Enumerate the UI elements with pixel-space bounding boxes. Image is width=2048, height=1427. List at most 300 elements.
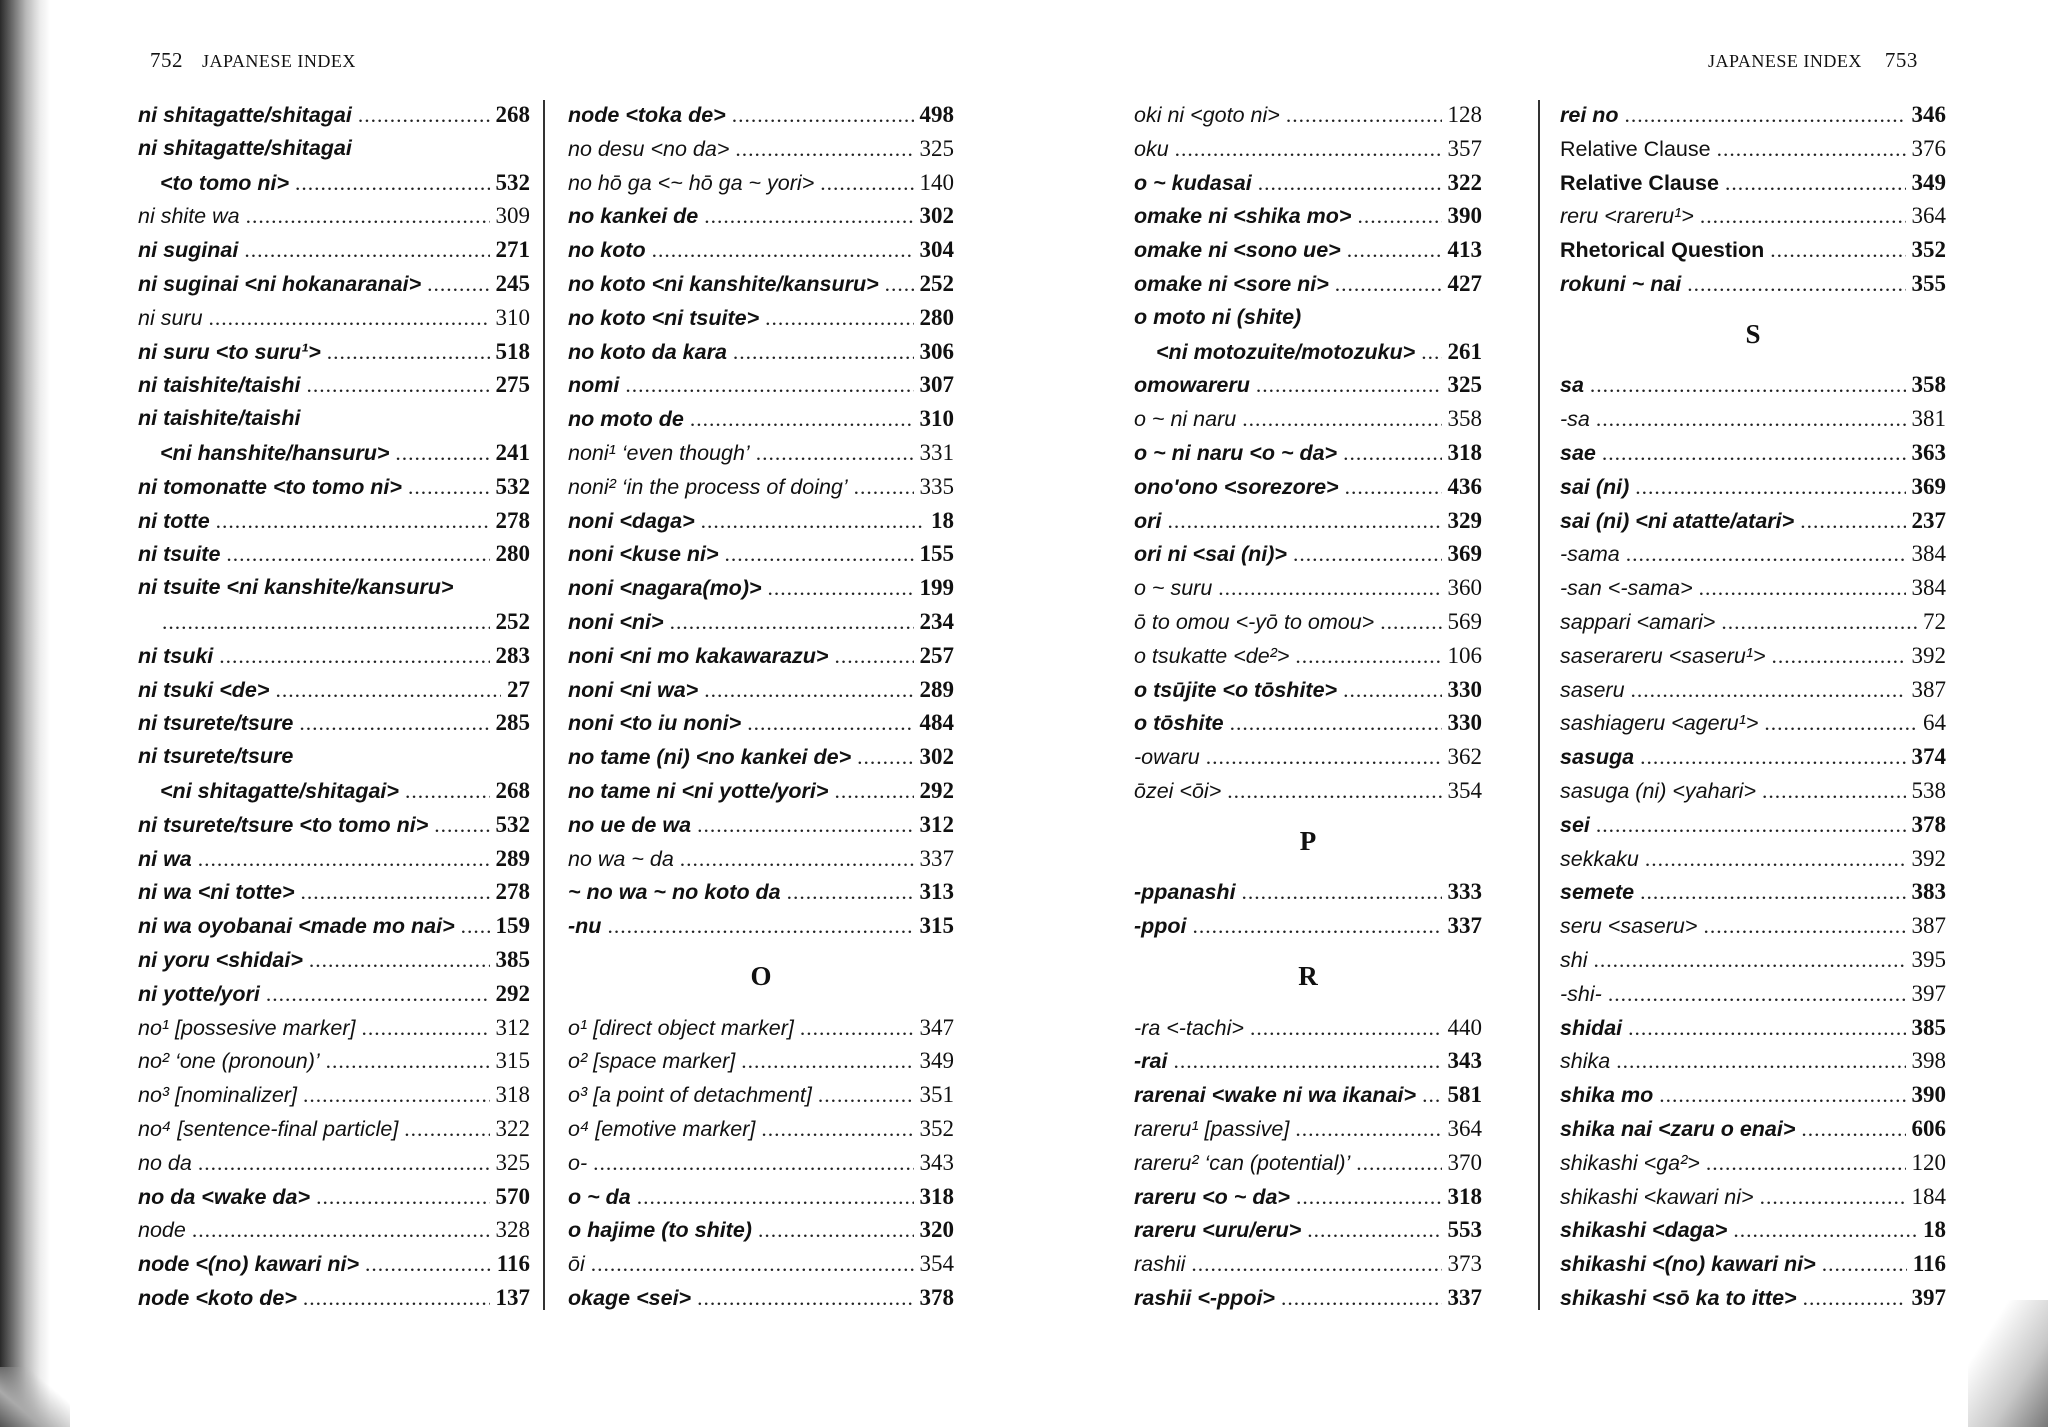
dot-leader — [1733, 1214, 1917, 1248]
index-term: node <(no) kawari ni> — [138, 1252, 360, 1277]
page-reference: 199 — [919, 575, 954, 601]
index-entry — [1560, 943, 1946, 977]
page-reference: 237 — [1911, 507, 1946, 533]
dot-leader — [1356, 1147, 1441, 1181]
index-term: rokuni ~ nai — [1560, 271, 1682, 296]
index-entry — [1134, 132, 1482, 166]
index-entry — [138, 1180, 530, 1214]
index-entry — [138, 774, 530, 808]
index-term: o ~ suru — [1134, 576, 1213, 601]
dot-leader — [219, 640, 489, 674]
dot-leader — [1659, 1079, 1905, 1113]
dot-leader — [637, 1181, 914, 1215]
page-reference: 373 — [1447, 1251, 1482, 1277]
page-reference: 378 — [919, 1284, 954, 1310]
index-entry — [568, 470, 954, 504]
index-term: shika nai <zaru o enai> — [1560, 1116, 1796, 1141]
page-reference: 283 — [495, 642, 530, 668]
column-divider-left — [543, 100, 545, 1310]
index-term: no¹ [possesive marker] — [138, 1015, 356, 1040]
dot-leader — [461, 910, 490, 944]
dot-leader — [1295, 1113, 1441, 1147]
page-reference: 413 — [1447, 237, 1482, 263]
index-term: no desu <no da> — [568, 136, 730, 161]
index-entry — [1134, 436, 1482, 470]
dot-leader — [591, 1248, 914, 1282]
page-reference: 383 — [1911, 879, 1946, 905]
page-reference: 280 — [919, 304, 954, 330]
dot-leader — [198, 843, 490, 877]
page-reference: 440 — [1447, 1014, 1482, 1040]
page-reference: 385 — [1911, 1014, 1946, 1040]
dot-leader — [725, 538, 914, 572]
index-entry — [568, 571, 954, 605]
index-term: <to tomo ni> — [160, 170, 289, 195]
index-entry — [568, 808, 954, 842]
index-entry — [138, 470, 530, 504]
index-entry — [1560, 1044, 1946, 1078]
index-term: omowareru — [1134, 373, 1250, 398]
index-entry — [1560, 909, 1946, 943]
index-term: -nu — [568, 914, 602, 939]
page-reference: 268 — [495, 777, 530, 803]
index-entry — [138, 537, 530, 571]
dot-leader — [395, 437, 489, 471]
dot-leader — [1250, 1012, 1442, 1046]
dot-leader — [625, 369, 913, 403]
index-entry — [1560, 605, 1946, 639]
index-entry — [1560, 504, 1946, 538]
index-entry — [1560, 436, 1946, 470]
dot-leader — [1725, 167, 1906, 201]
index-entry — [568, 1044, 954, 1078]
page-reference: 328 — [495, 1217, 530, 1243]
page-reference: 370 — [1447, 1149, 1482, 1175]
page-reference: 306 — [919, 338, 954, 364]
page-reference: 335 — [919, 473, 954, 499]
index-term: -owaru — [1134, 745, 1200, 770]
index-term: noni <ni> — [568, 609, 664, 634]
right-running-title: JAPANESE INDEX — [1708, 51, 1862, 71]
page-reference: 312 — [495, 1014, 530, 1040]
index-term: -shi- — [1560, 981, 1602, 1006]
dot-leader — [735, 133, 913, 167]
page-reference: 357 — [1447, 135, 1482, 161]
index-term: o ~ ni naru — [1134, 407, 1237, 432]
index-entry — [568, 267, 954, 301]
index-term: noni¹ ‘even though’ — [568, 440, 750, 465]
index-entry — [568, 1281, 954, 1315]
page-reference: 241 — [495, 439, 530, 465]
index-term: shi — [1560, 947, 1588, 972]
index-term: sae — [1560, 440, 1596, 465]
index-entry — [1134, 470, 1482, 504]
right-running-head — [1708, 48, 1918, 73]
dot-leader — [1347, 234, 1442, 268]
index-entry — [1134, 1281, 1482, 1315]
dot-leader — [1706, 1147, 1906, 1181]
index-entry — [1560, 199, 1946, 233]
index-term: ni yoru <shidai> — [138, 947, 303, 972]
page-reference: 384 — [1911, 575, 1946, 601]
index-term: ori — [1134, 508, 1162, 533]
right-page-number: 753 — [1884, 48, 1918, 72]
index-entry — [1134, 335, 1482, 369]
index-column-4 — [1560, 98, 1946, 1315]
index-term: omake ni <sore ni> — [1134, 271, 1329, 296]
index-term: no³ [nominalizer] — [138, 1083, 297, 1108]
index-entry — [1134, 1146, 1482, 1180]
index-term: sasuga (ni) <yahari> — [1560, 778, 1756, 803]
index-term: no da — [138, 1150, 192, 1175]
dot-leader — [690, 403, 914, 437]
index-entry — [568, 1078, 954, 1112]
dot-leader — [768, 572, 914, 606]
dot-leader — [244, 234, 489, 268]
dot-leader — [680, 843, 914, 877]
dot-leader — [1380, 606, 1441, 640]
index-term: rarenai <wake ni wa ikanai> — [1134, 1083, 1417, 1108]
index-term: ni tsurete/tsure <to tomo ni> — [138, 812, 429, 837]
dot-leader — [198, 1147, 490, 1181]
dot-leader — [192, 1214, 490, 1248]
index-term: o³ [a point of detachment] — [568, 1083, 812, 1108]
index-entry — [138, 504, 530, 538]
index-term: sappari <amari> — [1560, 609, 1716, 634]
index-entry — [1560, 1078, 1946, 1112]
dot-leader — [1703, 910, 1905, 944]
index-term: ni wa oyobanai <made mo nai> — [138, 914, 455, 939]
index-entry — [568, 673, 954, 707]
dot-leader — [1343, 437, 1441, 471]
index-entry — [568, 706, 954, 740]
page-reference: 347 — [919, 1014, 954, 1040]
page-reference: 318 — [1447, 1183, 1482, 1209]
index-term: ni yotte/yori — [138, 981, 260, 1006]
page-reference: 532 — [495, 473, 530, 499]
dot-leader — [1593, 944, 1905, 978]
page-reference: 261 — [1447, 338, 1482, 364]
index-term: node — [138, 1218, 186, 1243]
page-reference: 352 — [919, 1115, 954, 1141]
page-reference: 498 — [919, 102, 954, 127]
dot-leader — [704, 200, 913, 234]
section-letter-heading: P — [1299, 825, 1317, 856]
index-term: omake ni <sono ue> — [1134, 238, 1341, 263]
index-term: o hajime (to shite) — [568, 1218, 752, 1243]
index-entry — [1560, 537, 1946, 571]
index-entry — [1134, 639, 1482, 673]
dot-leader — [209, 302, 490, 336]
page-reference: 570 — [495, 1183, 530, 1209]
index-entry — [568, 605, 954, 639]
index-term: ni tsuki <de> — [138, 677, 270, 702]
index-column-3 — [1134, 98, 1482, 1315]
index-entry — [1560, 1247, 1946, 1281]
page-reference: 436 — [1447, 473, 1482, 499]
index-entry — [138, 335, 530, 369]
index-entry — [1560, 267, 1946, 301]
book-spine-shadow — [0, 0, 50, 1427]
index-term: ni tsuite — [138, 542, 221, 567]
index-term: o tsukatte <de²> — [1134, 643, 1290, 668]
dot-leader — [1193, 910, 1442, 944]
dot-leader — [1762, 775, 1906, 809]
index-term: rareru <uru/eru> — [1134, 1218, 1302, 1243]
dot-leader — [306, 369, 489, 403]
dot-leader — [820, 167, 913, 201]
dot-leader — [1687, 268, 1905, 302]
index-term: sekkaku — [1560, 846, 1639, 871]
index-term: ori ni <sai (ni)> — [1134, 542, 1287, 567]
index-entry — [138, 1146, 530, 1180]
index-entry — [1134, 1044, 1482, 1078]
index-term: ni shitagatte/shitagai — [138, 103, 352, 127]
index-term: ni taishite/taishi — [138, 406, 301, 431]
index-term: sai (ni) — [1560, 474, 1630, 499]
dot-leader — [1281, 1282, 1442, 1316]
index-entry — [138, 368, 530, 402]
index-entry — [1560, 774, 1946, 808]
page-reference: 307 — [919, 372, 954, 398]
index-entry — [1134, 368, 1482, 402]
page-reference: 343 — [1447, 1048, 1482, 1074]
index-term: ō to omou <-yō to omou> — [1134, 609, 1375, 634]
page-reference: 355 — [1911, 270, 1946, 296]
index-entry — [1134, 1078, 1482, 1112]
page-reference: 278 — [495, 507, 530, 533]
page-reference: 252 — [495, 608, 530, 634]
index-term: ni wa — [138, 846, 192, 871]
index-entry — [1560, 571, 1946, 605]
index-term: sai (ni) <ni atatte/atari> — [1560, 508, 1795, 533]
dot-leader — [756, 437, 914, 471]
index-term: rashii <-ppoi> — [1134, 1285, 1275, 1310]
index-term: shidai — [1560, 1015, 1623, 1040]
dot-leader — [1803, 1282, 1906, 1316]
index-term: -ppoi — [1134, 914, 1187, 939]
index-entry — [1560, 740, 1946, 774]
page-reference: 363 — [1911, 439, 1946, 465]
index-entry — [568, 504, 954, 538]
page-reference: 384 — [1911, 541, 1946, 567]
index-entry — [138, 605, 530, 639]
page-reference: 337 — [1447, 1284, 1482, 1310]
page-reference: 330 — [1447, 710, 1482, 736]
left-running-head — [150, 48, 356, 73]
dot-leader — [732, 99, 914, 133]
dot-leader — [226, 538, 489, 572]
index-entry — [1134, 1180, 1482, 1214]
dot-leader — [733, 336, 914, 370]
index-entry — [568, 875, 954, 909]
page-reference: 302 — [919, 203, 954, 229]
dot-leader — [697, 809, 913, 843]
dot-leader — [404, 1113, 489, 1147]
index-term: ni shitagatte/shitagai — [138, 135, 352, 160]
index-term: rashii — [1134, 1252, 1186, 1277]
index-entry — [1560, 842, 1946, 876]
page-reference: 360 — [1447, 575, 1482, 601]
page-reference: 427 — [1447, 270, 1482, 296]
page-reference: 346 — [1911, 102, 1946, 127]
dot-leader — [162, 606, 490, 640]
page-reference: 395 — [1911, 946, 1946, 972]
dot-leader — [1822, 1248, 1907, 1282]
index-entry — [568, 1011, 954, 1045]
page-reference: 387 — [1911, 676, 1946, 702]
index-term: ni tsurete/tsure — [138, 711, 294, 736]
page-reference: 184 — [1911, 1183, 1946, 1209]
index-entry — [1134, 199, 1482, 233]
index-term: -rai — [1134, 1049, 1168, 1074]
index-entry — [138, 1213, 530, 1247]
index-term: ni taishite/taishi — [138, 373, 301, 398]
index-entry — [138, 1078, 530, 1112]
page-reference: 268 — [495, 102, 530, 127]
index-entry — [1560, 1146, 1946, 1180]
index-term: Relative Clause — [1560, 170, 1719, 195]
page-reference: 352 — [1911, 237, 1946, 263]
dot-leader — [316, 1181, 489, 1215]
index-entry — [568, 909, 954, 943]
page-reference: 606 — [1911, 1115, 1946, 1141]
dot-leader — [1191, 1248, 1441, 1282]
dot-leader — [758, 1214, 914, 1248]
page-reference: 362 — [1447, 744, 1482, 770]
page-reference: 245 — [495, 270, 530, 296]
index-entry — [1560, 368, 1946, 402]
index-term: reru <rareru¹> — [1560, 204, 1694, 229]
page-reference: 72 — [1923, 608, 1946, 634]
page-reference: 320 — [919, 1217, 954, 1243]
dot-leader — [1175, 133, 1442, 167]
dot-leader — [1307, 1214, 1441, 1248]
page-reference: 302 — [919, 744, 954, 770]
page-reference: 325 — [495, 1149, 530, 1175]
page-reference: 329 — [1447, 507, 1482, 533]
page-reference: 278 — [495, 879, 530, 905]
page-reference: 252 — [919, 270, 954, 296]
page-reference: 318 — [1447, 439, 1482, 465]
dot-leader — [303, 1282, 490, 1316]
page-reference: 553 — [1447, 1217, 1482, 1243]
index-entry — [138, 166, 530, 200]
index-entry — [1134, 1011, 1482, 1045]
dot-leader — [701, 505, 925, 539]
page-reference: 116 — [496, 1251, 530, 1277]
index-term: no hō ga <~ hō ga ~ yori> — [568, 170, 815, 195]
page-reference: 331 — [919, 439, 954, 465]
page-reference: 106 — [1447, 642, 1482, 668]
dot-leader — [1596, 403, 1906, 437]
dot-leader — [365, 1248, 491, 1282]
dot-leader — [593, 1147, 913, 1181]
index-entry — [568, 537, 954, 571]
index-entry — [138, 233, 530, 267]
index-term: no moto de — [568, 407, 684, 432]
dot-leader — [1345, 471, 1442, 505]
index-entry — [138, 199, 530, 233]
dot-leader — [834, 640, 913, 674]
page-reference: 271 — [495, 237, 530, 263]
page-reference: 318 — [919, 1183, 954, 1209]
index-term: semete — [1560, 880, 1635, 905]
dot-leader — [1608, 978, 1906, 1012]
page-reference: 385 — [495, 946, 530, 972]
index-term: ni suginai — [138, 238, 239, 263]
dot-leader — [327, 336, 490, 370]
dot-leader — [857, 741, 913, 775]
index-entry — [1560, 875, 1946, 909]
page-reference: 381 — [1911, 406, 1946, 432]
page-reference: 322 — [1447, 169, 1482, 195]
index-entry — [1560, 1112, 1946, 1146]
index-term: noni <ni mo kakawarazu> — [568, 643, 829, 668]
index-term: rareru² ‘can (potential)’ — [1134, 1150, 1351, 1175]
index-entry — [1560, 402, 1946, 436]
index-entry — [138, 267, 530, 301]
index-entry — [1134, 537, 1482, 571]
index-entry — [1560, 1011, 1946, 1045]
index-entry — [138, 1112, 530, 1146]
dot-leader — [1590, 369, 1906, 403]
page-reference: 397 — [1911, 1284, 1946, 1310]
index-entry — [138, 639, 530, 673]
dot-leader — [1256, 369, 1442, 403]
page-reference: 374 — [1911, 744, 1946, 770]
page-reference: 532 — [495, 169, 530, 195]
index-entry — [568, 98, 954, 132]
dot-leader — [704, 674, 913, 708]
index-term: ōi — [568, 1252, 585, 1277]
index-term: noni <nagara(mo)> — [568, 576, 762, 601]
index-term: <ni hanshite/hansuru> — [160, 440, 390, 465]
index-entry — [1134, 301, 1482, 335]
page-reference: 310 — [495, 304, 530, 330]
index-term: node <toka de> — [568, 103, 726, 127]
page-reference: 364 — [1447, 1115, 1482, 1141]
page-reference: 343 — [919, 1149, 954, 1175]
page-reference: 140 — [919, 169, 954, 195]
index-entry — [1134, 571, 1482, 605]
page-reference: 18 — [1923, 1217, 1946, 1243]
page-reference: 289 — [919, 676, 954, 702]
page-reference: 397 — [1911, 980, 1946, 1006]
index-term: no kankei de — [568, 204, 699, 229]
page-reference: 392 — [1911, 845, 1946, 871]
index-term: Rhetorical Question — [1560, 238, 1765, 263]
index-term: o ~ ni naru <o ~ da> — [1134, 440, 1338, 465]
dot-leader — [408, 471, 490, 505]
index-term: seru <saseru> — [1560, 914, 1698, 939]
index-term: o tōshite — [1134, 711, 1224, 736]
index-entry — [1560, 470, 1946, 504]
page-reference: 155 — [919, 541, 954, 567]
index-entry — [1560, 639, 1946, 673]
dot-leader — [652, 234, 914, 268]
dot-leader — [1230, 707, 1442, 741]
index-entry — [138, 1011, 530, 1045]
dot-leader — [761, 1113, 913, 1147]
index-entry — [1134, 909, 1482, 943]
index-entry — [1134, 673, 1482, 707]
dot-leader — [1286, 99, 1442, 133]
index-term: no koto <ni tsuite> — [568, 305, 760, 330]
dot-leader — [787, 876, 914, 910]
index-entry — [138, 842, 530, 876]
index-term: shikashi <(no) kawari ni> — [1560, 1252, 1816, 1277]
